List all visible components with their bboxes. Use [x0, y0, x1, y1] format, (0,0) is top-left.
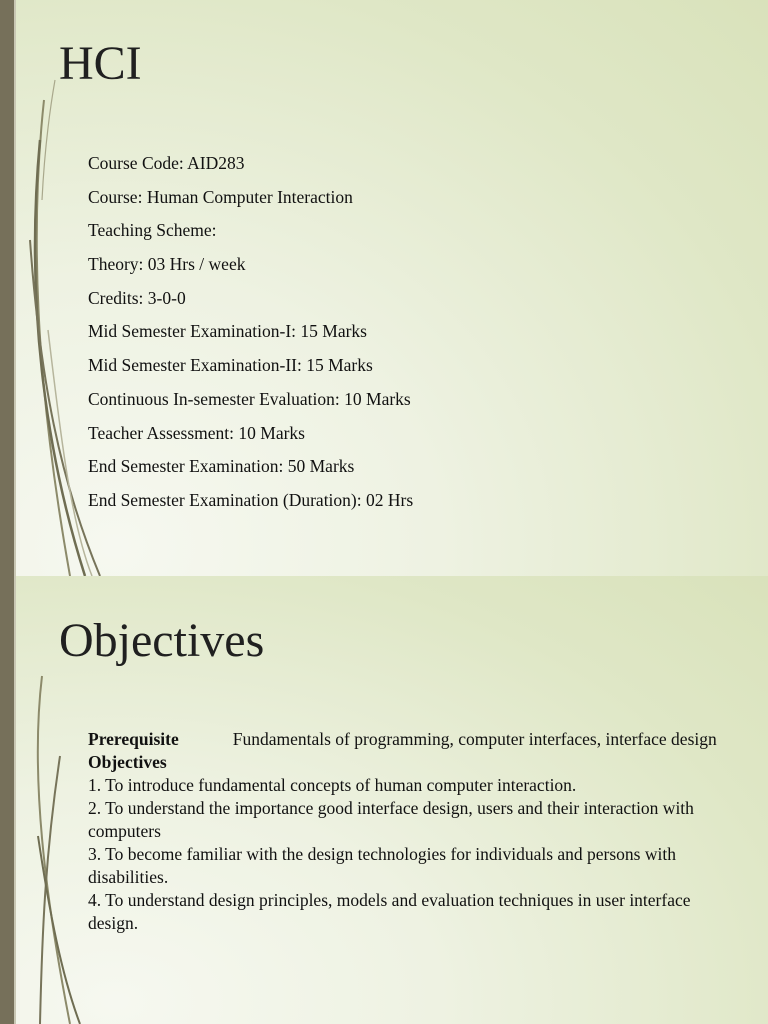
list-item: End Semester Examination (Duration): 02 Hrs [88, 489, 414, 510]
list-item: Theory: 03 Hrs / week [88, 254, 246, 275]
list-item: Course Code: AID283 [88, 153, 245, 173]
list-item-prerequisite [60, 728, 740, 751]
slide-title: Objectives [59, 614, 265, 667]
list-item: End Semester Examination: 50 Marks [88, 456, 355, 477]
list-item: Mid Semester Examination-I: 15 Marks [88, 321, 367, 342]
list-item: 3. To become familiar with the design technologies for individuals and persons with disabilities. [88, 844, 676, 887]
list-item: 4. To understand design principles, models and evaluation techniques in user interface design. [88, 890, 691, 933]
list-item: Credits: 3-0-0 [88, 287, 186, 308]
list-item: Mid Semester Examination-II: 15 Marks [88, 355, 373, 376]
list-item: Teacher Assessment: 10 Marks [88, 422, 305, 443]
list-item: Continuous In-semester Evaluation: 10 Marks [88, 388, 411, 409]
list-item: Course: Human Computer Interaction [88, 186, 353, 207]
slide-title: HCI [59, 37, 142, 90]
objectives-list [60, 728, 740, 935]
prerequisite-text: Fundamentals of programming, computer interfaces, interface design [232, 729, 717, 749]
prerequisite-label: Prerequisite [88, 729, 179, 749]
list-item: 1. To introduce fundamental concepts of human computer interaction. [88, 775, 577, 795]
list-item-objectives-heading [60, 751, 740, 774]
objectives-label: Objectives [88, 752, 167, 772]
list-item: Teaching Scheme: [88, 220, 217, 241]
course-details-list [60, 152, 740, 523]
list-item: 2. To understand the importance good interface design, users and their interaction with computers [88, 798, 694, 841]
